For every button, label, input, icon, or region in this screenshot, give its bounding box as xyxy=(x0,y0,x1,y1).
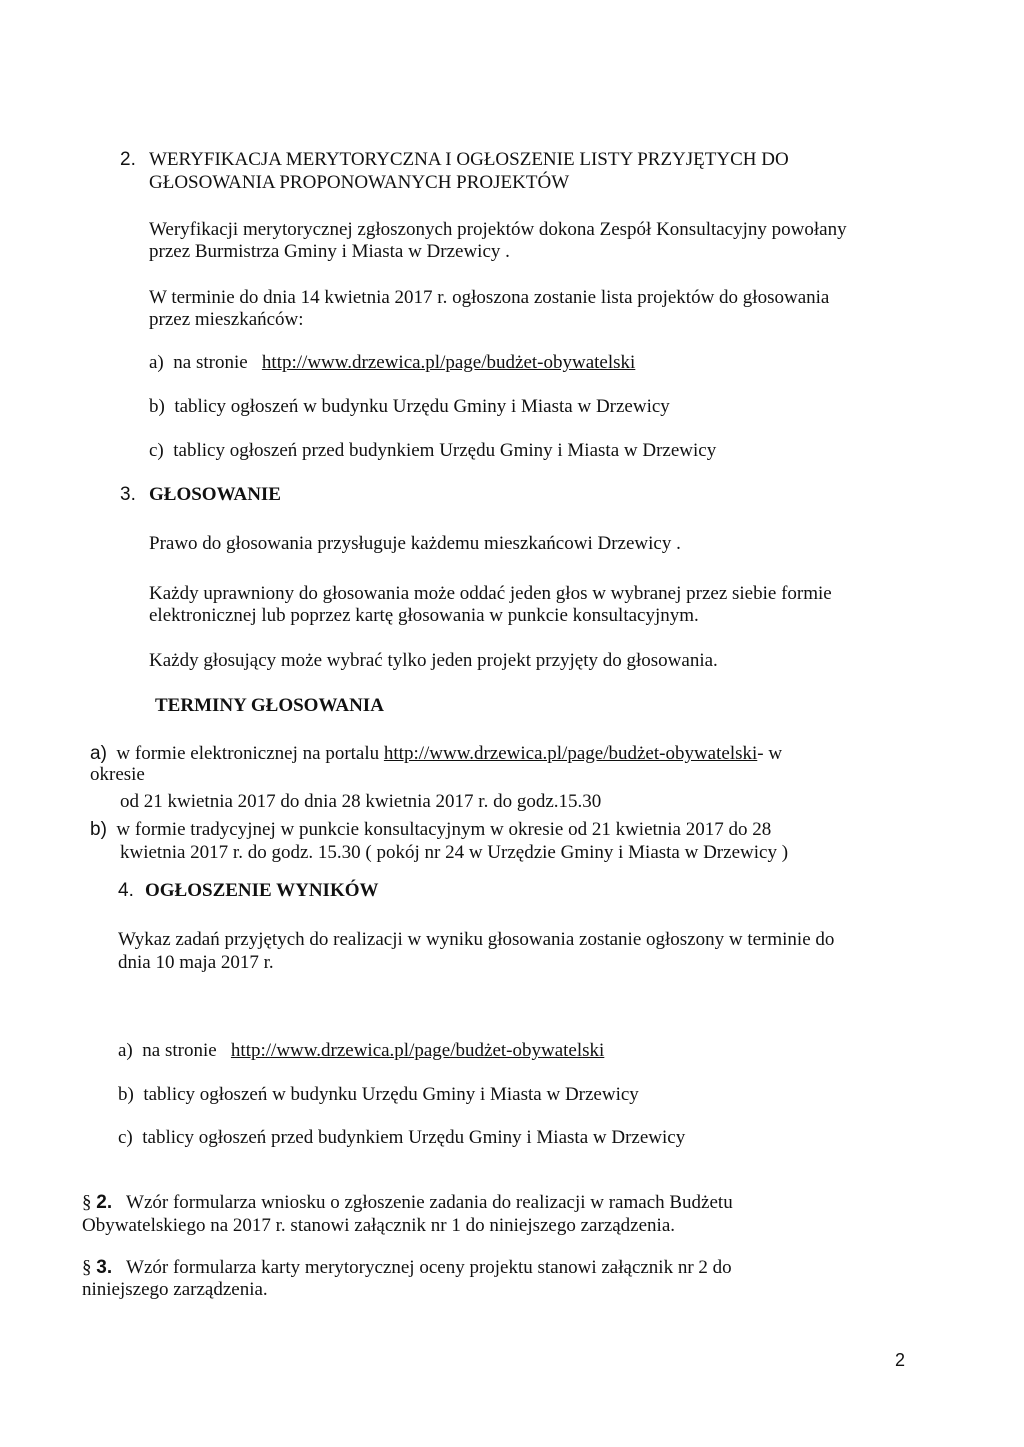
section-2-heading-line2: GŁOSOWANIA PROPONOWANYCH PROJEKTÓW xyxy=(149,172,570,193)
terms-item-a-line3: od 21 kwietnia 2017 do dnia 28 kwietnia 2017 r. do godz.15.30 xyxy=(120,791,602,812)
section-4-item-a xyxy=(118,1040,604,1062)
terms-item-b-line1 xyxy=(90,819,771,841)
section-2-item-b xyxy=(149,396,670,418)
voting-terms-heading: TERMINY GŁOSOWANIA xyxy=(155,695,384,716)
item-marker: a) xyxy=(149,352,164,373)
terms-item-a-line2: okresie xyxy=(90,764,145,785)
item-marker: c) xyxy=(149,440,164,461)
section-4-para-line1: Wykaz zadań przyjętych do realizacji w wyniku głosowania zostanie ogłoszony w terminie do xyxy=(118,929,835,950)
section-symbol: § xyxy=(82,1257,92,1278)
section-2-number: 2. xyxy=(120,149,136,170)
paragraph-2-line2: Obywatelskiego na 2017 r. stanowi załącznik nr 1 do niniejszego zarządzenia. xyxy=(82,1215,676,1236)
section-2-heading-line1: WERYFIKACJA MERYTORYCZNA I OGŁOSZENIE LISTY PRZYJĘTYCH DO xyxy=(149,149,789,170)
budget-link[interactable]: http://www.drzewica.pl/page/budżet-obywatelski xyxy=(230,1040,605,1061)
paragraph-3-line1 xyxy=(82,1257,732,1279)
section-2-para2-line2: przez mieszkańców: xyxy=(149,309,304,330)
terms-item-b-line2: kwietnia 2017 r. do godz. 15.30 ( pokój nr 24 w Urzędzie Gminy i Miasta w Drzewicy ) xyxy=(120,842,789,863)
section-4-number: 4. xyxy=(118,880,134,901)
item-suffix: - w xyxy=(757,743,783,764)
section-3-para3: Każdy głosujący może wybrać tylko jeden projekt przyjęty do głosowania. xyxy=(149,650,718,671)
section-2-para2-line1: W terminie do dnia 14 kwietnia 2017 r. ogłoszona zostanie lista projektów do głosowania xyxy=(149,287,830,308)
section-4-heading: OGŁOSZENIE WYNIKÓW xyxy=(145,880,379,901)
section-2-para1-line1: Weryfikacji merytorycznej zgłoszonych projektów dokona Zespół Konsultacyjny powołany xyxy=(149,219,847,240)
section-4-item-b xyxy=(118,1084,639,1106)
item-text: na stronie xyxy=(142,1040,217,1061)
section-3-number: 3. xyxy=(120,484,136,505)
paragraph-text: Wzór formularza wniosku o zgłoszenie zadania do realizacji w ramach Budżetu xyxy=(126,1192,733,1213)
terms-item-a-line1 xyxy=(90,743,782,765)
item-marker: c) xyxy=(118,1127,133,1148)
section-2-item-c xyxy=(149,440,716,462)
paragraph-text: Wzór formularza karty merytorycznej oceny projektu stanowi załącznik nr 2 do xyxy=(126,1257,732,1278)
paragraph-number: 3. xyxy=(96,1257,113,1278)
section-2-para1-line2: przez Burmistrza Gminy i Miasta w Drzewicy . xyxy=(149,241,510,262)
item-text: w formie tradycyjnej w punkcie konsultacyjnym w okresie od 21 kwietnia 2017 do 28 xyxy=(116,819,772,840)
section-4-para-line2: dnia 10 maja 2017 r. xyxy=(118,952,274,973)
item-text: tablicy ogłoszeń przed budynkiem Urzędu Gminy i Miasta w Drzewicy xyxy=(142,1127,686,1148)
paragraph-3-line2: niniejszego zarządzenia. xyxy=(82,1279,268,1300)
paragraph-number: 2. xyxy=(96,1192,113,1213)
item-marker: b) xyxy=(118,1084,134,1105)
section-2-item-a xyxy=(149,352,635,374)
section-4-item-c xyxy=(118,1127,685,1149)
item-text: tablicy ogłoszeń w budynku Urzędu Gminy i Miasta w Drzewicy xyxy=(143,1084,639,1105)
item-marker: a) xyxy=(118,1040,133,1061)
section-3-para2-line1: Każdy uprawniony do głosowania może oddać jeden głos w wybranej przez siebie formie xyxy=(149,583,832,604)
item-text: w formie elektronicznej na portalu xyxy=(116,743,380,764)
item-text: na stronie xyxy=(173,352,248,373)
item-text: tablicy ogłoszeń przed budynkiem Urzędu Gminy i Miasta w Drzewicy xyxy=(173,440,717,461)
section-3-para2-line2: elektronicznej lub poprzez kartę głosowania w punkcie konsultacyjnym. xyxy=(149,605,699,626)
page-number: 2 xyxy=(895,1350,906,1370)
item-text: tablicy ogłoszeń w budynku Urzędu Gminy i Miasta w Drzewicy xyxy=(174,396,670,417)
section-3-para1: Prawo do głosowania przysługuje każdemu mieszkańcowi Drzewicy . xyxy=(149,533,681,554)
item-marker: b) xyxy=(90,819,107,840)
paragraph-2-line1 xyxy=(82,1192,733,1214)
budget-link[interactable]: http://www.drzewica.pl/page/budżet-obywatelski xyxy=(261,352,636,373)
item-marker: b) xyxy=(149,396,165,417)
section-3-heading: GŁOSOWANIE xyxy=(149,484,281,505)
section-symbol: § xyxy=(82,1192,92,1213)
item-marker: a) xyxy=(90,743,107,764)
budget-link[interactable]: http://www.drzewica.pl/page/budżet-obywatelski xyxy=(383,743,758,764)
